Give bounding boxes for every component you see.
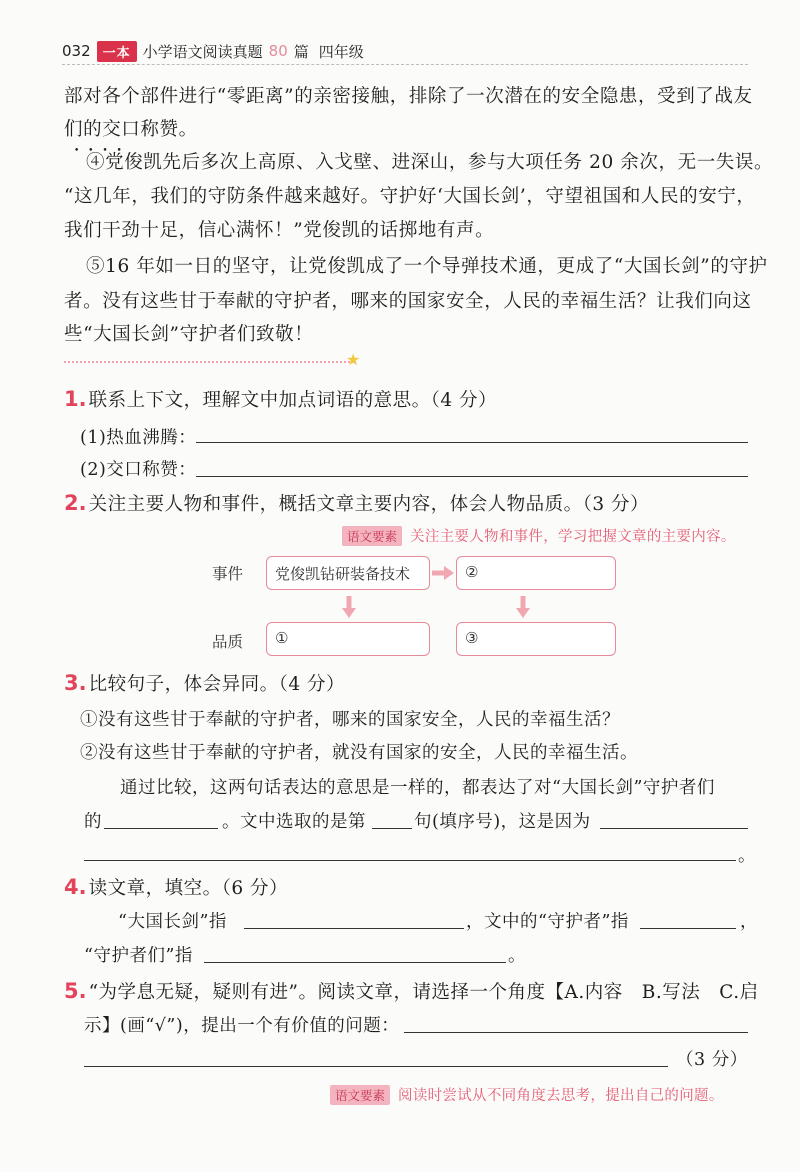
question-number: 3. (64, 671, 87, 695)
q3-fill-end: 。 (738, 846, 756, 866)
q1-item-2-label: (2)交口称赞： (80, 460, 197, 480)
q4-blank-1[interactable] (244, 928, 464, 929)
q3-fill-text: 的 (84, 812, 102, 832)
q3-fill-text: 句(填序号)，这是因为 (414, 812, 591, 832)
hint-tag: 语文要素 (330, 1085, 390, 1105)
q3-blank-3[interactable] (600, 828, 748, 829)
q4-fill-text: ，文中的“守护者”指 (466, 912, 629, 932)
question-text: 读文章，填空。（6 分） (88, 878, 288, 899)
diagram-row-label-event: 事件 (212, 565, 244, 583)
hint-text: 关注主要人物和事件，学习把握文章的主要内容。 (410, 529, 736, 545)
q4-fill-text: 。 (508, 946, 526, 966)
book-title-suffix: 篇 (293, 42, 309, 61)
question-4 (64, 874, 288, 900)
q1-item-1-label: (1)热血沸腾： (80, 428, 197, 448)
question-text: 联系上下文，理解文中加点词语的意思。（4 分） (88, 390, 497, 411)
passage-paragraph-5: ⑤16 年如一日的坚守，让党俊凯成了一个导弹技术通，更成了“大国长剑”的守护 (86, 256, 768, 277)
q4-fill-text: ， (740, 912, 758, 932)
q3-blank-2[interactable] (372, 828, 412, 829)
question-number: 5. (64, 979, 87, 1003)
question-text: “为学息无疑，疑则有进”。阅读文章，请选择一个角度【A.内容 B.写法 C.启 (88, 982, 759, 1003)
q4-fill-text: “守护者们”指 (84, 946, 193, 966)
question-text: 比较句子，体会异同。（4 分） (88, 674, 345, 695)
hint-tag: 语文要素 (342, 526, 402, 546)
down-arrow-icon (342, 596, 356, 618)
q4-blank-2[interactable] (640, 928, 736, 929)
q5-hint (330, 1084, 724, 1105)
q3-blank-3-continued[interactable] (84, 860, 736, 861)
right-arrow-icon (432, 566, 454, 580)
q3-blank-1[interactable] (104, 828, 218, 829)
q5-answer-line-1[interactable] (404, 1032, 748, 1033)
passage-line: 部对各个部件进行“零距离”的亲密接触，排除了一次潜在的安全隐患，受到了战友 (64, 86, 753, 107)
grade-label: 四年级 (318, 42, 364, 61)
passage-line: 我们干劲十足，信心满怀！”党俊凯的话掷地有声。 (64, 220, 495, 241)
passage-line-dotted-phrase: 们的交口称赞。 • • • • (64, 113, 800, 146)
event-box-1: 党俊凯钻研装备技术 (266, 556, 430, 590)
passage-paragraph-4: ④党俊凯先后多次上高原、入戈壁、进深山，参与大项任务 20 余次，无一失误。 (86, 152, 774, 173)
question-3 (64, 670, 345, 696)
book-title-number: 80 (268, 42, 288, 60)
quality-box-2-answer[interactable]: ③ (456, 622, 616, 656)
hint-text: 阅读时尝试从不同角度去思考，提出自己的问题。 (398, 1088, 724, 1104)
question-number: 1. (64, 387, 87, 411)
q3-sentence-2: ②没有这些甘于奉献的守护者，就没有国家的安全，人民的幸福生活。 (80, 743, 638, 763)
question-5 (64, 978, 759, 1004)
question-number: 4. (64, 875, 87, 899)
q5-answer-line-2[interactable] (84, 1066, 668, 1067)
q3-sentence-1: ①没有这些甘于奉献的守护者，哪来的国家安全，人民的幸福生活？ (80, 710, 620, 730)
down-arrow-icon (516, 596, 530, 618)
page-number: 032 (62, 42, 91, 60)
passage-line: “这几年，我们的守防条件越来越好。守护好‘大国长剑’，守望祖国和人民的安宁， (64, 186, 756, 207)
quality-box-1-answer[interactable]: ① (266, 622, 430, 656)
event-box-2-answer[interactable]: ② (456, 556, 616, 590)
passage-line: 者。没有这些甘于奉献的守护者，哪来的国家安全，人民的幸福生活？让我们向这 (64, 291, 752, 312)
book-title: 小学语文阅读真题 (142, 42, 263, 61)
q4-fill-text: “大国长剑”指 (118, 912, 227, 932)
q3-fill-text: 。文中选取的是第 (222, 812, 366, 832)
passage-line: 些“大国长剑”守护者们致敬！ (64, 324, 314, 345)
q3-fill-text: 通过比较，这两句话表达的意思是一样的，都表达了对“大国长剑”守护者们 (120, 778, 715, 798)
question-number: 2. (64, 491, 87, 515)
question-text: 关注主要人物和事件，概括文章主要内容，体会人物品质。（3 分） (88, 494, 649, 515)
star-icon: ★ (346, 350, 361, 369)
q5-text-continued: 示】(画“√”)，提出一个有价值的问题： (84, 1016, 400, 1036)
diagram-row-label-quality: 品质 (212, 633, 244, 651)
q5-score: （3 分） (676, 1050, 748, 1070)
brand-badge: 一本 (97, 41, 137, 62)
q4-blank-3[interactable] (204, 962, 506, 963)
